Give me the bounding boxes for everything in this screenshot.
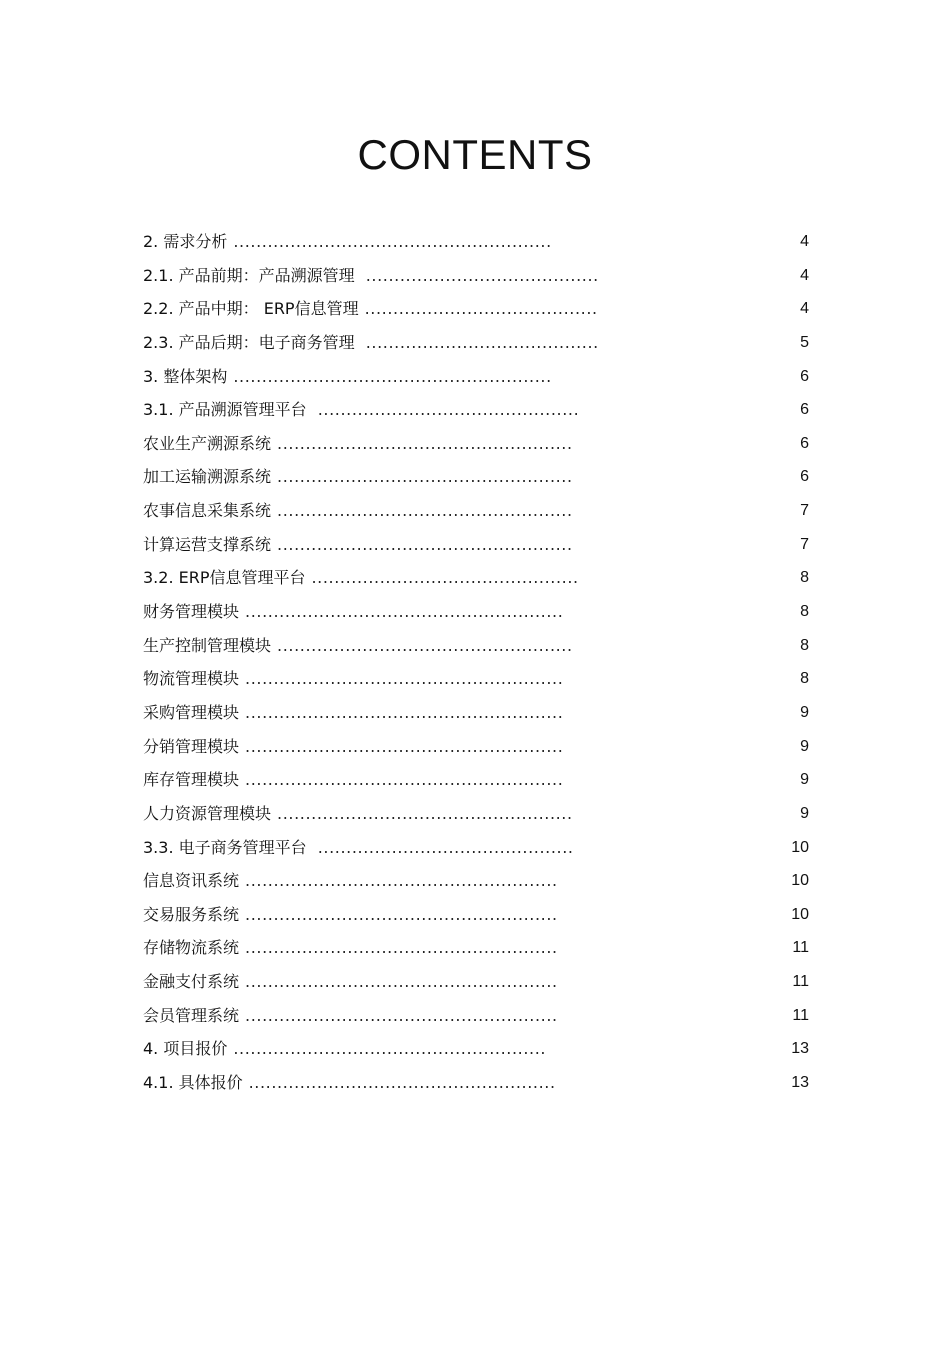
toc-entry-title xyxy=(143,497,573,525)
toc-page-number: 6 xyxy=(800,434,809,452)
toc-page-number: 10 xyxy=(791,872,809,890)
toc-leader-dots: .................................................... xyxy=(277,803,573,823)
toc-page-number: 13 xyxy=(791,1040,809,1058)
toc-entry-label: 农业生产溯源系统 xyxy=(143,433,272,453)
toc-entry-label: 4. 项目报价 xyxy=(143,1039,228,1059)
toc-entry-label: 4.1. 具体报价 xyxy=(143,1073,243,1093)
toc-entry-title xyxy=(143,564,579,592)
toc-entry[interactable] xyxy=(143,262,809,296)
table-of-contents xyxy=(143,228,809,1103)
toc-entry-title xyxy=(143,598,563,626)
toc-entry[interactable] xyxy=(143,632,809,666)
toc-leader-dots: ........................................................ xyxy=(233,232,552,251)
toc-entry-label: 库存管理模块 xyxy=(143,770,240,790)
toc-entry[interactable] xyxy=(143,699,809,733)
toc-entry-title xyxy=(143,228,552,256)
toc-leader-dots: .................................................... xyxy=(277,635,573,655)
toc-entry[interactable] xyxy=(143,564,809,598)
toc-entry-title xyxy=(143,632,573,660)
toc-entry[interactable] xyxy=(143,531,809,565)
toc-entry-title xyxy=(143,1002,558,1030)
toc-entry-label: 加工运输溯源系统 xyxy=(143,467,272,487)
toc-page-number: 8 xyxy=(800,603,809,621)
toc-page-number: 6 xyxy=(800,468,809,486)
toc-entry[interactable] xyxy=(143,295,809,329)
toc-entry-title xyxy=(143,901,558,929)
toc-leader-dots: ............................................. xyxy=(317,837,574,857)
toc-entry[interactable] xyxy=(143,598,809,632)
toc-entry[interactable] xyxy=(143,968,809,1002)
toc-entry-label: 交易服务系统 xyxy=(143,904,240,924)
toc-entry-label: 2.1. 产品前期：产品溯源管理 xyxy=(143,265,360,285)
toc-page-number: 9 xyxy=(800,804,809,822)
toc-page-number: 8 xyxy=(800,569,809,587)
toc-entry-label: 会员管理系统 xyxy=(143,1005,240,1025)
toc-leader-dots: .................................................... xyxy=(277,467,573,487)
toc-page-number: 6 xyxy=(800,401,809,419)
toc-leader-dots: ........................................................ xyxy=(245,602,564,622)
toc-leader-dots: ...................................................... xyxy=(248,1073,556,1093)
toc-leader-dots: .................................................... xyxy=(277,501,573,521)
toc-page-number: 8 xyxy=(800,670,809,688)
toc-entry-label: 2. 需求分析 xyxy=(143,232,228,251)
toc-leader-dots: ......................................... xyxy=(364,299,598,319)
toc-entry-title xyxy=(143,262,599,290)
toc-entry-label: 人力资源管理模块 xyxy=(143,803,272,823)
toc-leader-dots: .............................................. xyxy=(317,400,580,420)
toc-entry-title xyxy=(143,800,573,828)
toc-entry-label: 信息资讯系统 xyxy=(143,871,240,891)
toc-leader-dots: ........................................................ xyxy=(245,736,564,756)
toc-entry[interactable] xyxy=(143,1002,809,1036)
toc-entry-title xyxy=(143,665,563,693)
toc-entry[interactable] xyxy=(143,934,809,968)
toc-entry[interactable] xyxy=(143,1069,809,1103)
toc-leader-dots: ............................................... xyxy=(311,568,579,588)
toc-page-number: 4 xyxy=(800,266,809,284)
toc-page-number: 7 xyxy=(800,535,809,553)
toc-entry-title xyxy=(143,968,558,996)
toc-leader-dots: .................................................... xyxy=(277,433,573,453)
toc-page-number: 4 xyxy=(800,300,809,318)
toc-entry[interactable] xyxy=(143,800,809,834)
toc-entry[interactable] xyxy=(143,733,809,767)
toc-entry-label: 分销管理模块 xyxy=(143,736,240,756)
toc-page-number: 9 xyxy=(800,771,809,789)
toc-entry-label: 生产控制管理模块 xyxy=(143,635,272,655)
toc-page-number: 7 xyxy=(800,502,809,520)
toc-page-number: 10 xyxy=(791,838,809,856)
toc-entry-title xyxy=(143,396,579,424)
toc-entry-title xyxy=(143,867,558,895)
toc-leader-dots: ........................................................ xyxy=(245,770,564,790)
toc-leader-dots: ....................................................... xyxy=(245,972,558,992)
toc-entry-label: 存储物流系统 xyxy=(143,938,240,958)
toc-entry-label: 2.2. 产品中期： ERP信息管理 xyxy=(143,299,359,319)
toc-entry-label: 3.1. 产品溯源管理平台 xyxy=(143,400,312,420)
toc-entry[interactable] xyxy=(143,396,809,430)
toc-entry-title xyxy=(143,463,573,491)
toc-entry-title xyxy=(143,329,599,357)
toc-entry[interactable] xyxy=(143,1035,809,1069)
toc-entry-title xyxy=(143,733,563,761)
toc-page-number: 11 xyxy=(792,1006,809,1024)
toc-leader-dots: ....................................................... xyxy=(245,1005,558,1025)
toc-entry[interactable] xyxy=(143,901,809,935)
toc-page-number: 5 xyxy=(800,333,809,351)
toc-entry[interactable] xyxy=(143,665,809,699)
toc-entry-label: 3. 整体架构 xyxy=(143,366,228,386)
toc-page-number: 6 xyxy=(800,367,809,385)
toc-leader-dots: ....................................................... xyxy=(245,904,558,924)
toc-page-number: 9 xyxy=(800,737,809,755)
toc-entry[interactable] xyxy=(143,834,809,868)
toc-entry[interactable] xyxy=(143,430,809,464)
toc-entry[interactable] xyxy=(143,766,809,800)
toc-entry-label: 金融支付系统 xyxy=(143,972,240,992)
toc-leader-dots: ....................................................... xyxy=(245,938,558,958)
toc-entry-title xyxy=(143,363,552,391)
toc-entry-label: 2.3. 产品后期：电子商务管理 xyxy=(143,332,360,352)
toc-leader-dots: ......................................... xyxy=(365,332,599,352)
toc-page-number: 13 xyxy=(791,1074,809,1092)
toc-entry-title xyxy=(143,1035,546,1063)
toc-entry[interactable] xyxy=(143,463,809,497)
toc-entry-title xyxy=(143,766,563,794)
toc-entry[interactable] xyxy=(143,363,809,397)
toc-page-number: 8 xyxy=(800,636,809,654)
toc-page-number: 9 xyxy=(800,703,809,721)
toc-entry-title xyxy=(143,934,558,962)
toc-page-number: 11 xyxy=(792,939,809,957)
toc-leader-dots: ........................................................ xyxy=(245,702,564,722)
toc-leader-dots: ........................................................ xyxy=(245,669,564,689)
toc-entry-title xyxy=(143,1069,556,1097)
toc-leader-dots: ....................................................... xyxy=(245,871,558,891)
toc-entry-title xyxy=(143,834,574,862)
toc-entry-title xyxy=(143,430,573,458)
toc-entry-title xyxy=(143,295,598,323)
toc-entry-label: 农事信息采集系统 xyxy=(143,501,272,521)
toc-entry-title xyxy=(143,699,563,727)
toc-page-number: 11 xyxy=(792,973,809,991)
toc-leader-dots: ........................................................ xyxy=(233,366,552,386)
toc-leader-dots: ....................................................... xyxy=(233,1039,547,1059)
toc-entry-label: 3.2. ERP信息管理平台 xyxy=(143,568,306,588)
toc-entry-label: 采购管理模块 xyxy=(143,702,240,722)
toc-entry-label: 3.3. 电子商务管理平台 xyxy=(143,837,312,857)
page-title: CONTENTS xyxy=(357,131,593,178)
toc-page-number: 4 xyxy=(800,233,809,250)
toc-page-number: 10 xyxy=(791,905,809,923)
toc-leader-dots: .................................................... xyxy=(277,534,573,554)
toc-entry[interactable] xyxy=(143,329,809,363)
toc-entry-label: 计算运营支撑系统 xyxy=(143,534,272,554)
toc-leader-dots: ......................................... xyxy=(365,265,599,285)
toc-entry[interactable] xyxy=(143,867,809,901)
toc-entry-label: 财务管理模块 xyxy=(143,602,240,622)
toc-entry[interactable] xyxy=(143,228,809,262)
toc-entry-label: 物流管理模块 xyxy=(143,669,240,689)
toc-entry-title xyxy=(143,531,573,559)
toc-entry[interactable] xyxy=(143,497,809,531)
